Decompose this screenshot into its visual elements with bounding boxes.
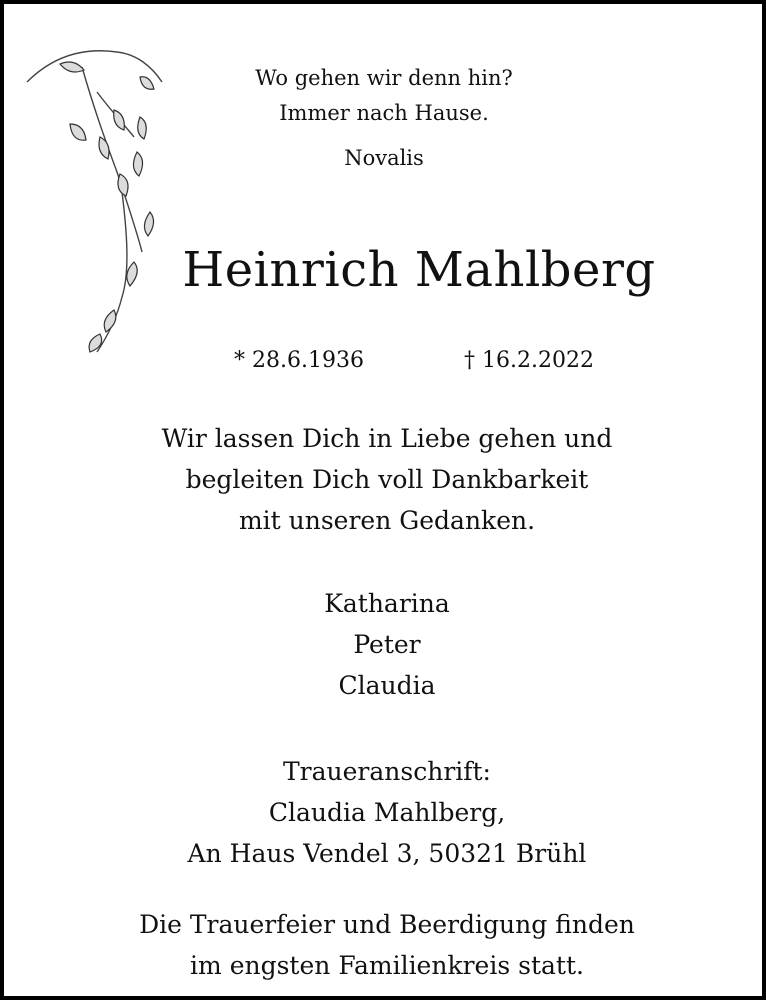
quote-author: Novalis [344, 146, 424, 170]
quote-line: Immer nach Hause. [279, 101, 489, 125]
funeral-note-line: im engsten Familienkreis statt. [190, 951, 584, 980]
birth-date: * 28.6.1936 [234, 348, 364, 373]
farewell-text-line: mit unseren Gedanken. [238, 506, 536, 535]
address-name: Claudia Mahlberg, [268, 798, 506, 827]
mourner-name: Peter [353, 630, 421, 659]
farewell-text-line: begleiten Dich voll Dankbarkeit [185, 465, 589, 494]
funeral-note-line: Die Trauerfeier und Beerdigung finden [139, 910, 635, 939]
birch-branch-icon [22, 42, 172, 372]
death-date: † 16.2.2022 [464, 348, 594, 373]
address-street: An Haus Vendel 3, 50321 Brühl [187, 839, 587, 868]
mourner-name: Claudia [338, 671, 436, 700]
farewell-text-line: Wir lassen Dich in Liebe gehen und [161, 424, 613, 453]
mourner-name: Katharina [324, 589, 450, 618]
quote-line: Wo gehen wir denn hin? [255, 66, 513, 90]
deceased-name: Heinrich Mahlberg [182, 242, 656, 298]
address-heading: Traueranschrift: [283, 757, 491, 786]
